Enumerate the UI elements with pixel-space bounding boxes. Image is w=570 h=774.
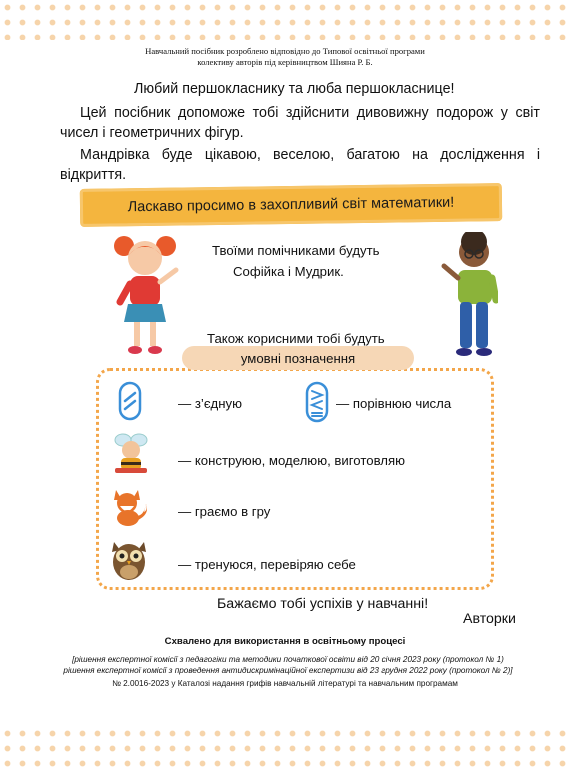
legend-title bbox=[182, 346, 414, 370]
legend-compare-text: — порівнюю числа bbox=[336, 396, 452, 411]
greeting-paragraph-2: Мандрівка буде цікавою, веселою, багатою на дослідження і відкриття. bbox=[60, 147, 540, 183]
greeting-line: Любий першокласнику та люба першокласнице! bbox=[134, 81, 455, 97]
authors-text: Авторки bbox=[463, 611, 516, 627]
header-line-1: Навчальний посібник розроблено відповідно до Типової освітньої програми bbox=[145, 46, 425, 56]
decision-line-1: [рішення експертної комісії з педагогіки та методики початкової освіти від 20 січня 2023 року (протокол № 1) bbox=[72, 655, 504, 664]
owl-icon bbox=[108, 536, 150, 582]
legend-train-text: — тренуюся, перевіряю себе bbox=[178, 557, 356, 572]
greeting-paragraph-1: Цей посібник допоможе тобі здійснити дивовижну подорож у світ чисел і геометричних фігур. bbox=[60, 105, 540, 141]
helpers-line-2: Софійка і Мудрик. bbox=[233, 264, 344, 279]
legend-play-text: — граємо в гру bbox=[178, 504, 271, 519]
legend-connect-text: — з’єдную bbox=[178, 396, 243, 411]
legend-title-text: умовні позначення bbox=[240, 350, 356, 366]
header-line-2: колективу авторів під керівництвом Шияна Р. Б. bbox=[197, 57, 373, 67]
welcome-banner-text: Ласкаво просимо в захопливий світ математики! bbox=[127, 194, 455, 216]
boy-mudryk-illustration bbox=[438, 232, 498, 360]
wish-text: Бажаємо тобі успіхів у навчанні! bbox=[217, 596, 429, 612]
connect-icon bbox=[118, 381, 142, 421]
dot-border-top bbox=[0, 0, 570, 40]
welcome-banner bbox=[80, 183, 502, 227]
also-useful-text: Також корисними тобі будуть bbox=[207, 331, 385, 346]
catalog-number: № 2.0016-2023 у Каталозі надання грифів навчальній літературі та навчальним програмам bbox=[112, 679, 458, 688]
helpers-line-1: Твоїми помічниками будуть bbox=[212, 243, 380, 258]
legend-construct-text: — конструюю, моделюю, виготовляю bbox=[178, 453, 406, 468]
fox-icon bbox=[108, 484, 152, 528]
girl-sofiyka-illustration bbox=[110, 232, 180, 358]
dot-border-bottom bbox=[0, 726, 570, 774]
bee-icon bbox=[113, 432, 149, 474]
header bbox=[0, 46, 570, 68]
decision-line-2: рішення експертної комісії з проведення антидискримінаційної експертизи від 23 грудня 2022 року (протокол № 2)] bbox=[63, 666, 513, 675]
approved-heading: Схвалено для використання в освітньому процесі bbox=[164, 636, 406, 647]
compare-icon bbox=[304, 381, 330, 423]
